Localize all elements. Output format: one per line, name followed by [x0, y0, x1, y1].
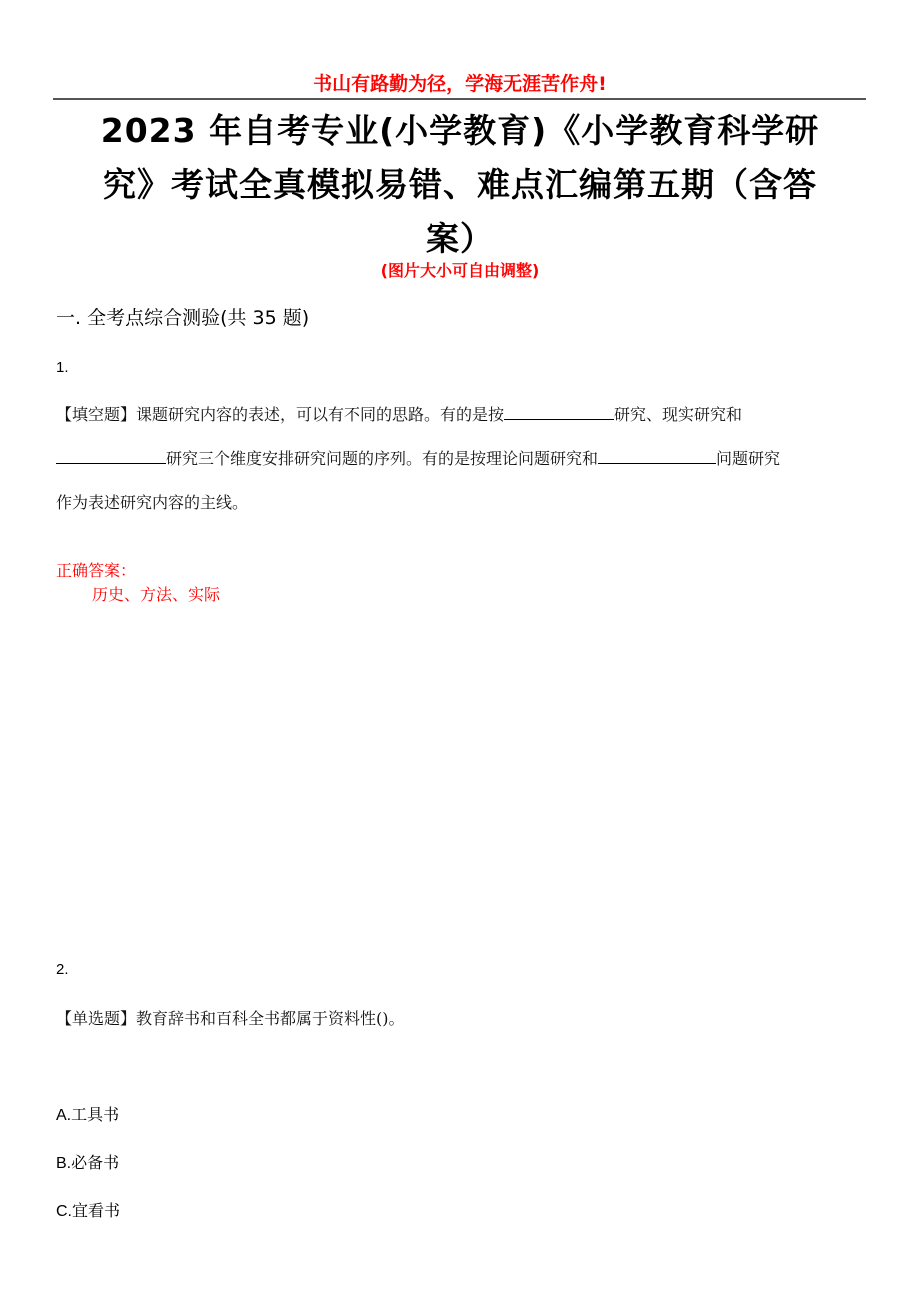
question-1-line-1: 【填空题】课题研究内容的表述，可以有不同的思路。有的是按 研究、现实研究和 — [56, 405, 743, 424]
answer-value: 历史、方法、实际 — [92, 585, 221, 604]
question-number: 1. — [56, 359, 69, 376]
resize-note: (图片大小可自由调整) — [380, 261, 540, 280]
title-line-1: 2023 年自考专业(小学教育)《小学教育科学研 — [100, 111, 820, 150]
question-type-label: 【单选题】 — [56, 1009, 137, 1028]
title-line-2: 究》考试全真模拟易错、难点汇编第五期（含答 — [103, 165, 817, 204]
question-2-stem: 【单选题】教育辞书和百科全书都属于资料性()。 — [56, 1009, 405, 1028]
header-divider — [53, 98, 866, 100]
document-title — [60, 104, 860, 266]
fill-blank-2 — [56, 449, 166, 464]
option-c: C.宜看书 — [56, 1201, 121, 1220]
header-motto: 书山有路勤为径，学海无涯苦作舟! — [313, 73, 607, 95]
fill-blank-1 — [504, 405, 614, 420]
question-1-line-3: 作为表述研究内容的主线。 — [56, 493, 249, 512]
section-heading: 一. 全考点综合测验(共 35 题) — [56, 307, 310, 329]
title-line-3: 案） — [426, 219, 494, 258]
question-1-line-2: 研究三个维度安排研究问题的序列。有的是按理论问题研究和 问题研究 — [56, 437, 866, 481]
answer-label: 正确答案： — [56, 561, 137, 580]
option-a: A.工具书 — [56, 1105, 120, 1124]
question-number: 2. — [56, 961, 69, 978]
question-type-label: 【填空题】 — [56, 405, 137, 424]
fill-blank-3 — [598, 449, 716, 464]
question-1-text — [56, 393, 866, 525]
option-b: B.必备书 — [56, 1153, 120, 1172]
